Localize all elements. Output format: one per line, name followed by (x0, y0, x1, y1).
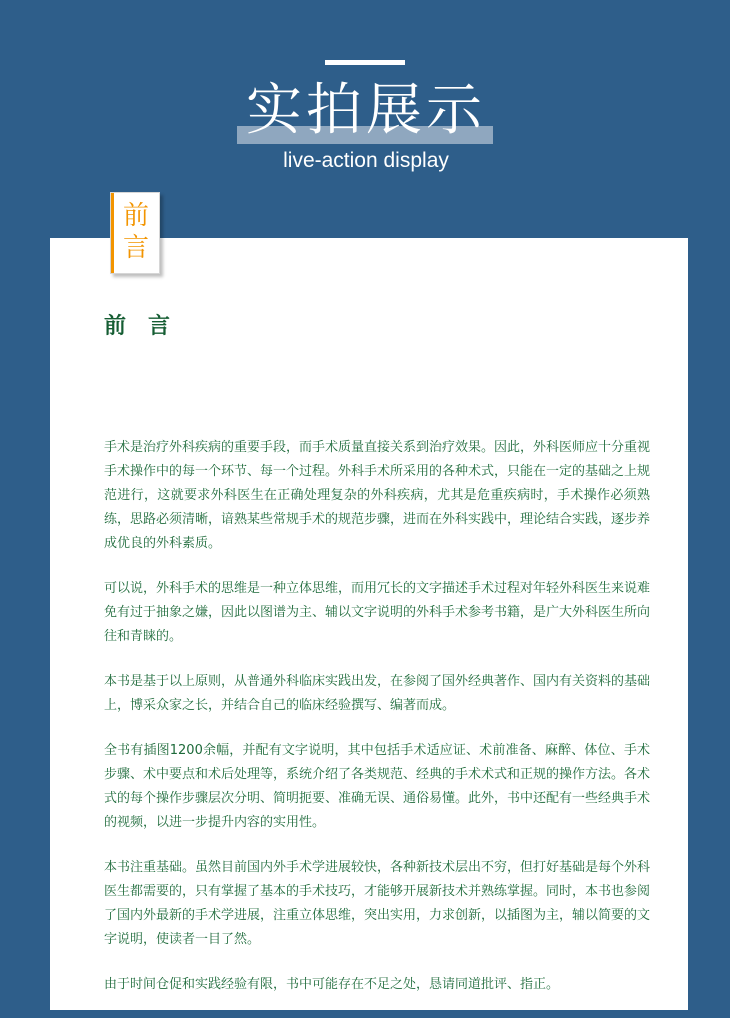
paragraph: 本书注重基础。虽然目前国内外手术学进展较快，各种新技术层出不穷，但打好基础是每个外科医生都需要的，只有掌握了基本的手术技巧，才能够开展新技术并熟练掌握。同时，本书也参阅了国内外最新的手术学进展，注重立体思维，突出实用，力求创新，以插图为主，辅以简要的文字说明，使读者一目了然。 (104, 860, 651, 947)
paragraph: 可以说，外科手术的思维是一种立体思维，而用冗长的文字描述手术过程对年轻外科医生来说难免有过于抽象之嫌，因此以图谱为主、辅以文字说明的外科手术参考书籍，是广大外科医生所向往和青睐的。 (104, 581, 651, 644)
badge-char-1: 前 (122, 201, 149, 231)
badge-char-2: 言 (122, 233, 149, 263)
paragraph: 本书是基于以上原则，从普通外科临床实践出发，在参阅了国外经典著作、国内有关资料的基础上，博采众家之长，并结合自己的临床经验撰写、编著而成。 (104, 674, 651, 713)
header-decor-line (325, 60, 405, 65)
badge-accent-bar (111, 193, 114, 273)
right-edge-background (688, 0, 730, 1010)
section-badge (110, 192, 160, 274)
page-title: 实拍展示 (246, 78, 486, 143)
paragraph: 手术是治疗外科疾病的重要手段，而手术质量直接关系到治疗效果。因此，外科医师应十分重视手术操作中的每一个环节、每一个过程。外科手术所采用的各种术式，只能在一定的基础之上规范进行，这就要求外科医生在正确处理复杂的外科疾病，尤其是危重疾病时，手术操作必须熟练，思路必须清晰，谙熟某些常规手术的规范步骤，进而在外科实践中，理论结合实践，逐步养成优良的外科素质。 (104, 440, 651, 551)
page-subtitle: live-action display (283, 149, 449, 172)
preface-body (104, 436, 650, 1018)
section-title: 前言 (104, 314, 193, 339)
paragraph: 全书有插图1200余幅，并配有文字说明，其中包括手术适应证、术前准备、麻醉、体位、手术步骤、术中要点和术后处理等，系统介绍了各类规范、经典的手术术式和正规的操作方法。各术式的每个操作步骤层次分明、简明扼要、准确无误、通俗易懂。此外，书中还配有一些经典手术的视频，以进一步提升内容的实用性。 (104, 743, 651, 830)
paragraph: 由于时间仓促和实践经验有限，书中可能存在不足之处，恳请同道批评、指正。 (104, 977, 560, 992)
